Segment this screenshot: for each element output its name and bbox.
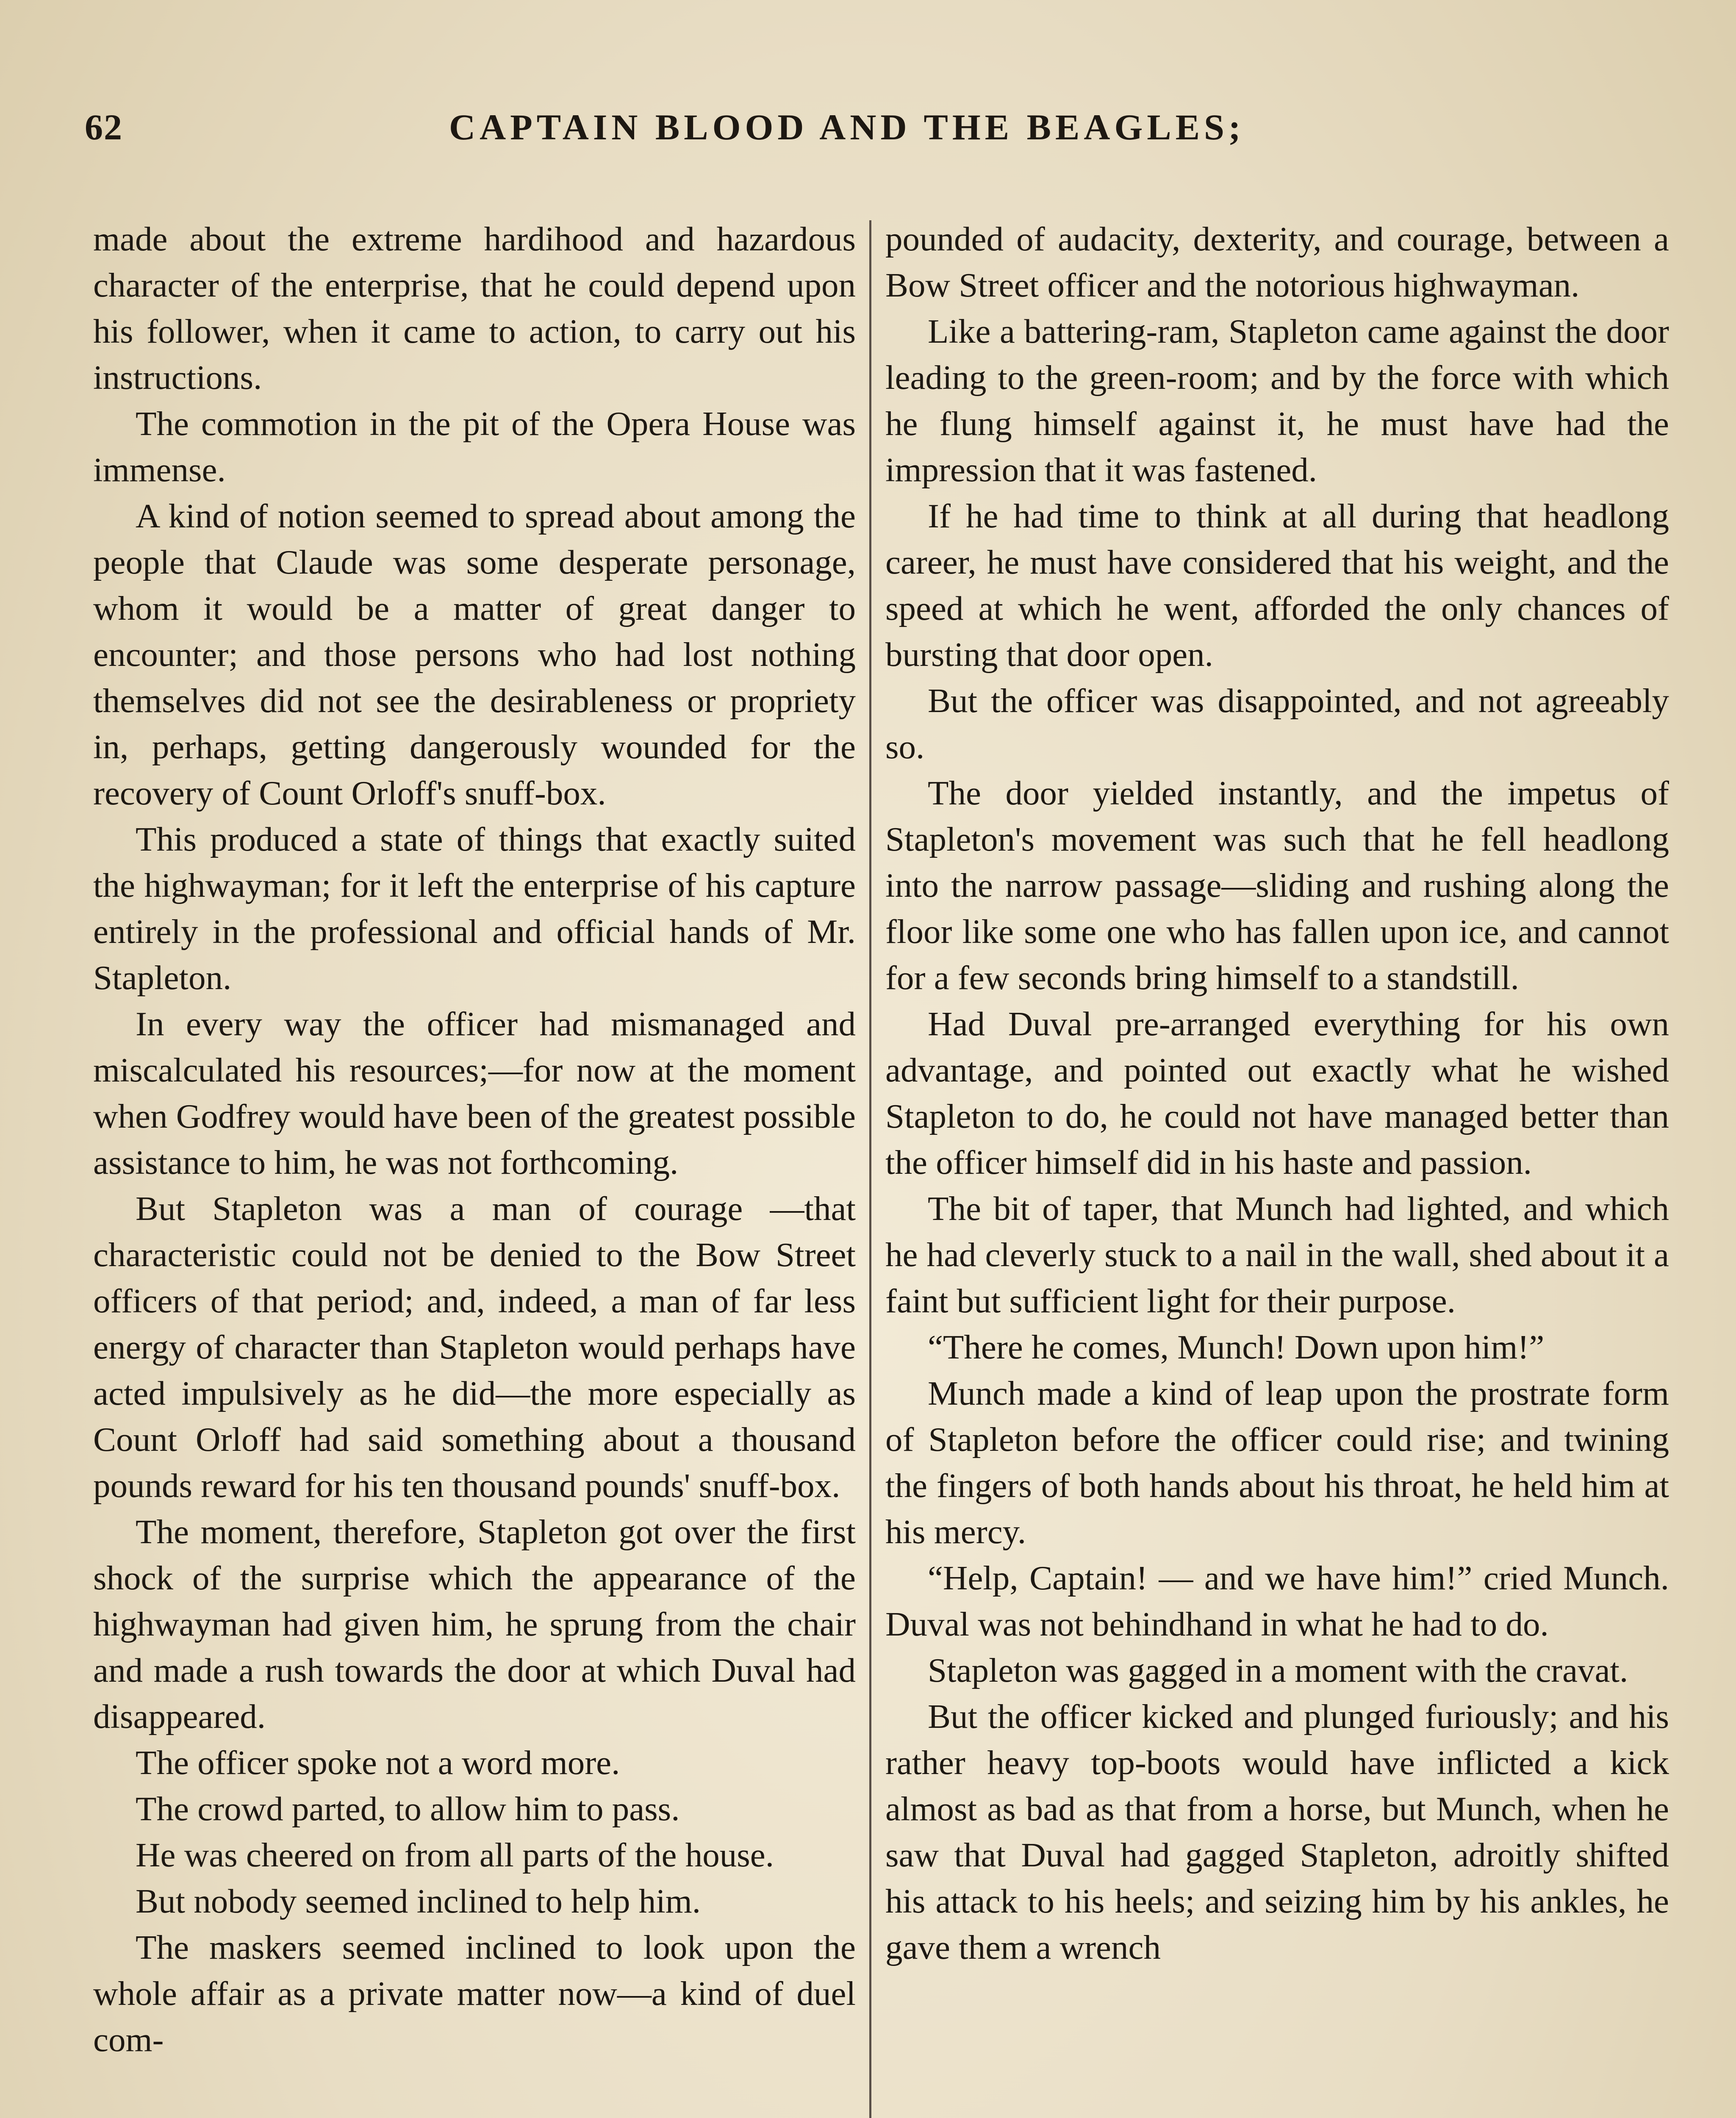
paragraph: But Stapleton was a man of courage —that characteristic could not be denied to the Bow Street officers of that period; and, indeed, a man of far less energy of character than Stapleton would perhaps have acted impulsively as he did—the more especially as Count Orloff had said something about a thousand pounds reward for his ten thousand pounds' snuff-box. <box>93 1189 856 1505</box>
paragraph: The crowd parted, to allow him to pass. <box>136 1790 680 1828</box>
paragraph: A kind of notion seemed to spread about among the people that Claude was some desperate personage, whom it would be a matter of great danger to encounter; and those persons who had lost nothing themselves did not see the desirableness or propriety in, perhaps, getting dangerously wounded for the recovery of Count Orloff's snuff-box. <box>93 497 856 812</box>
left-text-column <box>93 216 856 2118</box>
paragraph: Stapleton was gagged in a moment with the cravat. <box>928 1651 1628 1689</box>
paragraph: The officer spoke not a word more. <box>136 1744 620 1782</box>
paragraph: But the officer kicked and plunged furiously; and his rather heavy top-boots would have inflicted a kick almost as bad as that from a horse, but Munch, when he saw that Duval had gagged Stapleton, adroitly shifted his attack to his heels; and seizing him by his ankles, he gave them a wrench <box>885 1697 1669 1966</box>
column-divider <box>869 220 871 2118</box>
paragraph: The bit of taper, that Munch had lighted, and which he had cleverly stuck to a nail in the wall, shed about it a faint but sufficient light for their purpose. <box>885 1189 1669 1320</box>
paragraph: He was cheered on from all parts of the house. <box>136 1836 774 1874</box>
paragraph: “Help, Captain! — and we have him!” cried Munch. Duval was not behindhand in what he had to do. <box>885 1559 1669 1643</box>
paragraph: But the officer was disappointed, and not agreeably so. <box>885 682 1669 766</box>
paragraph: The commotion in the pit of the Opera House was immense. <box>93 405 856 489</box>
paragraph: But nobody seemed inclined to help him. <box>136 1882 701 1920</box>
paragraph: In every way the officer had mismanaged and miscalculated his resources;—for now at the moment when Godfrey would have been of the greatest possible assistance to him, he was not forthcoming. <box>93 1005 856 1181</box>
paragraph: pounded of audacity, dexterity, and courage, between a Bow Street officer and the notorious highwayman. <box>885 220 1669 304</box>
paragraph: The maskers seemed inclined to look upon the whole affair as a private matter now—a kind of duel com- <box>93 1928 856 2059</box>
page-number: 62 <box>85 107 123 147</box>
paragraph: made about the extreme hardihood and hazardous character of the enterprise, that he could depend upon his follower, when it came to action, to carry out his instructions. <box>93 220 856 396</box>
paragraph: This produced a state of things that exactly suited the highwayman; for it left the enterprise of his capture entirely in the professional and official hands of Mr. Stapleton. <box>93 820 856 997</box>
paragraph: The door yielded instantly, and the impetus of Stapleton's movement was such that he fell headlong into the narrow passage—sliding and rushing along the floor like some one who has fallen upon ice, and cannot for a few seconds bring himself to a standstill. <box>885 774 1669 997</box>
paragraph: Like a battering-ram, Stapleton came against the door leading to the green-room; and by the force with which he flung himself against it, he must have had the impression that it was fastened. <box>885 312 1669 489</box>
paragraph: Munch made a kind of leap upon the prostrate form of Stapleton before the officer could rise; and twining the fingers of both hands about his throat, he held him at his mercy. <box>885 1374 1669 1551</box>
paragraph: The moment, therefore, Stapleton got over the first shock of the surprise which the appearance of the highwayman had given him, he sprung from the chair and made a rush towards the door at which Duval had disappeared. <box>93 1513 856 1735</box>
running-title: CAPTAIN BLOOD AND THE BEAGLES; <box>449 107 1245 147</box>
right-text-column <box>885 216 1669 2118</box>
paragraph: If he had time to think at all during that headlong career, he must have considered that his weight, and the speed at which he went, afforded the only chances of bursting that door open. <box>885 497 1669 674</box>
page-header <box>85 106 1661 169</box>
paragraph: Had Duval pre-arranged everything for his own advantage, and pointed out exactly what he wished Stapleton to do, he could not have managed better than the officer himself did in his haste and passion. <box>885 1005 1669 1181</box>
paragraph: “There he comes, Munch! Down upon him!” <box>928 1328 1545 1366</box>
